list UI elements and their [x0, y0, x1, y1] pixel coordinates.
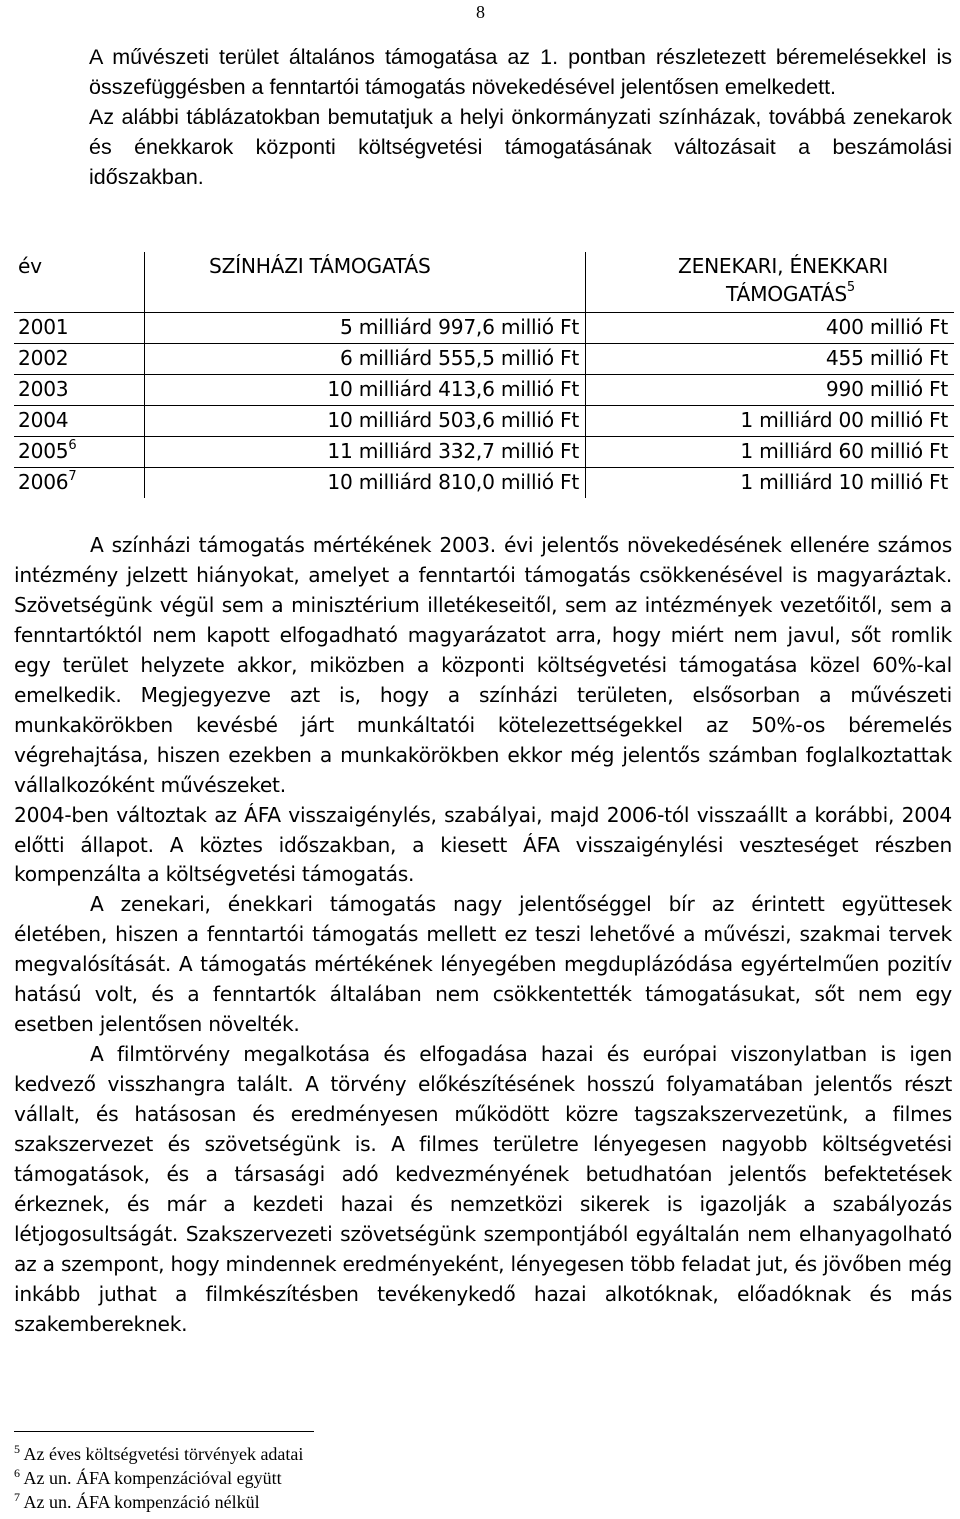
- paragraph-theater: A színházi támogatás mértékének 2003. évi jelentős növekedésének ellenére számos intézmény jelzett hiányokat, amelyet a fenntartói támogatás csökkenésével is magyaráztak. Szövetségünk végül sem a minisztérium illetékeseitől, sem az intézmények vezetőitől, sem a fenntartóktól nem kapott elfogadható magyarázatot arra, hogy miért nem javul, sőt romlik egy terület helyzete akkor, miközben a központi költségvetési támogatása közel 60%-kal emelkedik. Megjegyezve azt is, hogy a színházi területen, elsősorban a művészeti munkakörökben kevésbé járt munkáltatói kötelezettségekkel az 50%-os béremelés végrehajtása, hiszen ezekben a munkakörökben ekkor még jelentős számban foglalkoztattak vállalkozóként művészeket.: [14, 533, 952, 797]
- footnote-text: Az éves költségvetési törvények adatai: [23, 1444, 304, 1464]
- header-orchestra: [586, 252, 955, 313]
- footnote-text: Az un. ÁFA kompenzáció nélkül: [23, 1492, 260, 1512]
- footnote-divider: [14, 1431, 314, 1432]
- row-year: 2006: [18, 470, 69, 494]
- footnote-number: 5: [14, 1442, 20, 1456]
- row-theater: 10 milliárd 503,6 millió Ft: [145, 406, 586, 437]
- footnote-ref: 7: [68, 469, 77, 484]
- table-header-row: [14, 252, 954, 313]
- row-theater: 10 milliárd 810,0 millió Ft: [145, 468, 586, 499]
- footnote-number: 7: [14, 1490, 20, 1504]
- header-orchestra-line1: ZENEKARI, ÉNEKKARI: [678, 254, 888, 278]
- intro-text: [14, 42, 952, 192]
- header-orchestra-line2: TÁMOGATÁS: [726, 282, 847, 306]
- row-year: 2001: [18, 315, 69, 339]
- row-theater: 5 milliárd 997,6 millió Ft: [145, 313, 586, 344]
- footnote-text: Az un. ÁFA kompenzációval együtt: [23, 1468, 282, 1488]
- footnote: [14, 1442, 303, 1466]
- row-theater: 6 milliárd 555,5 millió Ft: [145, 344, 586, 375]
- paragraph-orchestra: A zenekari, énekkari támogatás nagy jelentőséggel bír az érintett együttesek életében, hiszen a fenntartói támogatás mellett ez teszi lehetővé a művészi, szakmai tervek megvalósítását. A támogatás mértékének lényegében megduplázódása egyértelműen pozitív hatású volt, és a fenntartók általában nem csökkentették támogatásukat, sőt nem egy esetben jelentősen növelték.: [14, 892, 952, 1037]
- row-orchestra: 1 milliárd 00 millió Ft: [586, 406, 955, 437]
- row-year: 2004: [18, 408, 69, 432]
- row-orchestra: 1 milliárd 60 millió Ft: [586, 437, 955, 468]
- footnote: [14, 1490, 303, 1514]
- footnote-ref: 6: [68, 438, 77, 453]
- row-year: 2005: [18, 439, 69, 463]
- table-row: [14, 344, 954, 375]
- paragraph-vat: 2004-ben változtak az ÁFA visszaigénylés, szabályai, majd 2006-tól visszaállt a korábbi, 2004 előtti állapot. A köztes időszakban, a kiesett ÁFA visszaigénylési veszteséget részben kompenzálta a költségvetési támogatás.: [14, 802, 952, 887]
- table-row: [14, 468, 954, 499]
- paragraph-film: A filmtörvény megalkotása és elfogadása hazai és európai viszonylatban is igen kedvező visszhangra talált. A törvény előkészítésének hosszú folyamatában jelentős részt vállalt, és hatásosan és eredményesen működött közre tagszakszervezetünk, a filmes szakszervezet és szövetségünk is. A filmes területre lényegesen nagyobb költségvetési támogatások, és a társasági adó kedvezményének betudhatóan jelentős befektetések érkeznek, és már a kezdeti hazai és nemzetközi sikerek is igazolják a szabályozás létjogosultságát. Szakszervezeti szövetségünk szempontjából egyáltalán nem elhanyagolható az a szempont, hogy mindennek eredményeként, lényegesen több feladat jut, és jövőben még inkább juthat a filmkészítésben tevékenykedő hazai alkotóknak, előadóknak és más szakembereknek.: [14, 1042, 952, 1336]
- page-number: 8: [476, 2, 485, 22]
- row-year: 2003: [18, 377, 69, 401]
- footnote-number: 6: [14, 1466, 20, 1480]
- row-orchestra: 1 milliárd 10 millió Ft: [740, 470, 948, 494]
- footnote: [14, 1466, 303, 1490]
- table-row: [14, 406, 954, 437]
- intro-paragraph-2: Az alábbi táblázatokban bemutatjuk a helyi önkormányzati színházak, továbbá zenekarok és énekkarok központi költségvetési támogatásának változásait a beszámolási időszakban.: [89, 105, 952, 189]
- support-table: [14, 252, 954, 498]
- row-orchestra: 400 millió Ft: [586, 313, 955, 344]
- body-text: [14, 531, 952, 1340]
- row-orchestra: 990 millió Ft: [586, 375, 955, 406]
- table-row: [14, 375, 954, 406]
- intro-paragraph-1: A művészeti terület általános támogatása az 1. pontban részletezett béremelésekkel is összefüggésben a fenntartói támogatás növekedésével jelentősen emelkedett.: [89, 45, 952, 99]
- row-theater: 10 milliárd 413,6 millió Ft: [145, 375, 586, 406]
- row-theater: 11 milliárd 332,7 millió Ft: [145, 437, 586, 468]
- header-year: év: [14, 252, 145, 313]
- footnotes: [14, 1442, 303, 1514]
- header-theater: SZÍNHÁZI TÁMOGATÁS: [145, 252, 586, 313]
- row-year: 2002: [18, 346, 69, 370]
- table-row: [14, 437, 954, 468]
- footnote-ref: 5: [846, 280, 855, 295]
- row-orchestra: 455 millió Ft: [586, 344, 955, 375]
- table-row: [14, 313, 954, 344]
